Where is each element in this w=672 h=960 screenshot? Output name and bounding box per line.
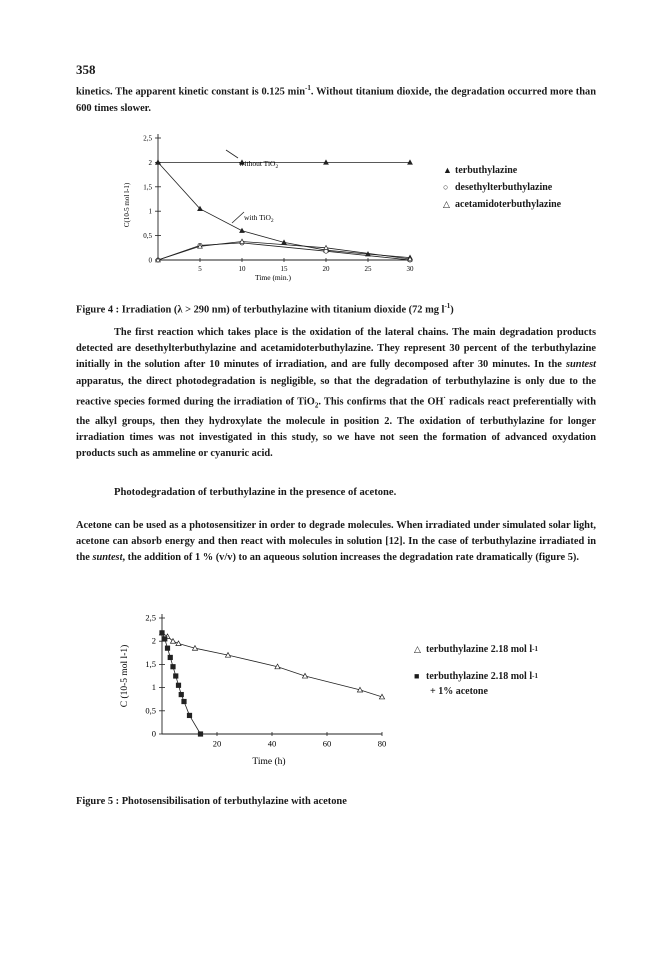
data-point [173, 673, 178, 678]
x-tick-label: 20 [322, 265, 330, 273]
intro-text-b: . Without titanium dioxide, the degradation occurred more than 600 times slower. [76, 86, 596, 114]
legend-label: acetamidoterbuthylazine [455, 199, 562, 210]
legend-item-terbuthylazine: △ terbuthylazine 2.18 mol l -1 [414, 644, 538, 655]
figure-4-lines [158, 162, 410, 260]
legend-item-terbuthylazine [443, 162, 561, 179]
data-point [170, 664, 175, 669]
y-tick-label: 2,5 [143, 134, 152, 143]
intro-sup: -1 [305, 84, 311, 92]
figure-4-y-axis-label: C(10-5 mol l-1) [123, 182, 131, 228]
intro-text-a: kinetics. The apparent kinetic constant is 0.125 min [76, 86, 306, 98]
data-point [176, 683, 181, 688]
legend-label: terbuthylazine 2.18 mol l [426, 644, 533, 655]
series-line-0 [162, 633, 382, 697]
x-tick-label: 30 [406, 265, 414, 273]
y-tick-label: 2,5 [145, 612, 156, 623]
annotation-with-pointer [232, 212, 244, 223]
x-tick-label: 10 [238, 265, 246, 273]
x-tick-label: 5 [198, 265, 202, 273]
open-triangle-icon: △ [414, 644, 421, 654]
legend-item-acetone-line: + 1% acetone [430, 686, 488, 697]
figure-4-tick-labels [143, 135, 414, 274]
y-tick-label: 1 [148, 207, 152, 216]
data-point [176, 641, 181, 646]
figure-5-markers [159, 630, 384, 736]
series-line-2 [158, 243, 410, 260]
figure-5-tick-labels [145, 613, 386, 749]
data-point [179, 692, 184, 697]
figure-5-chart [112, 604, 412, 774]
y-tick-label: 0 [151, 728, 156, 739]
y-tick-label: 0,5 [145, 705, 156, 716]
y-tick-label: 0,5 [143, 232, 152, 241]
data-point [162, 636, 167, 641]
annotation-with-tio2: with TiO$_2$ [244, 213, 274, 224]
x-tick-label: 20 [212, 738, 222, 749]
data-point [165, 646, 170, 651]
legend-label: terbuthylazine 2.18 mol l [426, 671, 533, 682]
figure-5-legend [414, 642, 538, 699]
figure-4-chart [118, 128, 418, 288]
paragraph-2: The first reaction which takes place is the oxidation of the lateral chains. The main degradation products detected are desethylterbuthylazine and acetamidoterbuthylazine. They represent 30 percent of the terbuthylazine initially in the solution after 10 minutes of irradiation, and are fully decomposed after 30 minutes. In the suntest apparatus, the direct photodegradation is negligible, so that the degradation of terbuthylazine is only due to the reactive species formed during the irradiation of TiO$_2$. This confirms that the OH· radicals react preferentially with the alkyl groups, then they hydroxylate the molecule in position 2. The oxidation of terbuthylazine for longer irradiation times was not investigated in this study, so we have not seen the formation of advanced oxydation products such as ammeline or cyanuric acid. [76, 327, 596, 459]
figure-4-x-axis-label: Time (min.) [255, 273, 291, 282]
y-tick-label: 1,5 [143, 183, 152, 192]
x-tick-label: 80 [377, 738, 387, 749]
legend-item-acetamidoterbuthylazine [443, 196, 561, 213]
y-tick-label: 0 [148, 256, 152, 265]
filled-triangle-icon: ▲ [443, 165, 452, 175]
figure-5-axes [159, 614, 382, 736]
data-point [187, 713, 192, 718]
x-tick-label: 25 [364, 265, 372, 273]
y-tick-label: 1,5 [145, 658, 156, 669]
annotation-without-tio2: without TiO$_2$ [239, 159, 279, 170]
data-point [159, 630, 164, 635]
legend-label: desethylterbuthylazine [455, 182, 553, 193]
figure-4-caption: Figure 4 : Irradiation (λ > 290 nm) of terbuthylazine with titanium dioxide (72 mg $l^{-1}$) [76, 302, 454, 316]
open-triangle-icon: △ [443, 199, 450, 209]
page-number: 358 [76, 62, 96, 77]
data-point [168, 655, 173, 660]
x-tick-label: 15 [280, 265, 288, 273]
y-tick-label: 2 [148, 158, 152, 167]
x-tick-label: 40 [267, 738, 277, 749]
figure-5-y-axis-label: C (10-5 mol l-1) [120, 644, 130, 708]
figure-4-legend [443, 162, 561, 213]
annotation-without-pointer [226, 150, 238, 158]
filled-square-icon: ■ [414, 671, 420, 681]
figure-5-caption: Figure 5 : Photosensibilisation of terbuthylazine with acetone [76, 796, 347, 807]
data-point [181, 699, 186, 704]
open-circle-icon: ○ [443, 182, 449, 192]
data-point [240, 228, 245, 232]
intro-paragraph [76, 80, 596, 117]
legend-item-terbuthylazine-acetone: ■ terbuthylazine 2.18 mol l -1 [414, 671, 538, 682]
legend-label: terbuthylazine [455, 165, 518, 176]
paragraph-3: Acetone can be used as a photosensitizer in order to degrade molecules. When irradiated under simulated solar light, acetone can absorb energy and then react with molecules in solution [12]. In the case of terbuthylazine irradiated in the suntest, the addition of 1 % (v/v) to an aqueous solution increases the degradation rate dramatically (figure 5). [76, 520, 596, 564]
figure-5-x-axis-label: Time (h) [252, 757, 286, 767]
y-tick-label: 2 [151, 635, 156, 646]
y-tick-label: 1 [151, 682, 156, 693]
x-tick-label: 60 [322, 738, 332, 749]
legend-item-desethylterbuthylazine [443, 179, 561, 196]
section-heading: Photodegradation of terbuthylazine in the presence of acetone. [114, 487, 397, 498]
data-point [198, 731, 203, 736]
